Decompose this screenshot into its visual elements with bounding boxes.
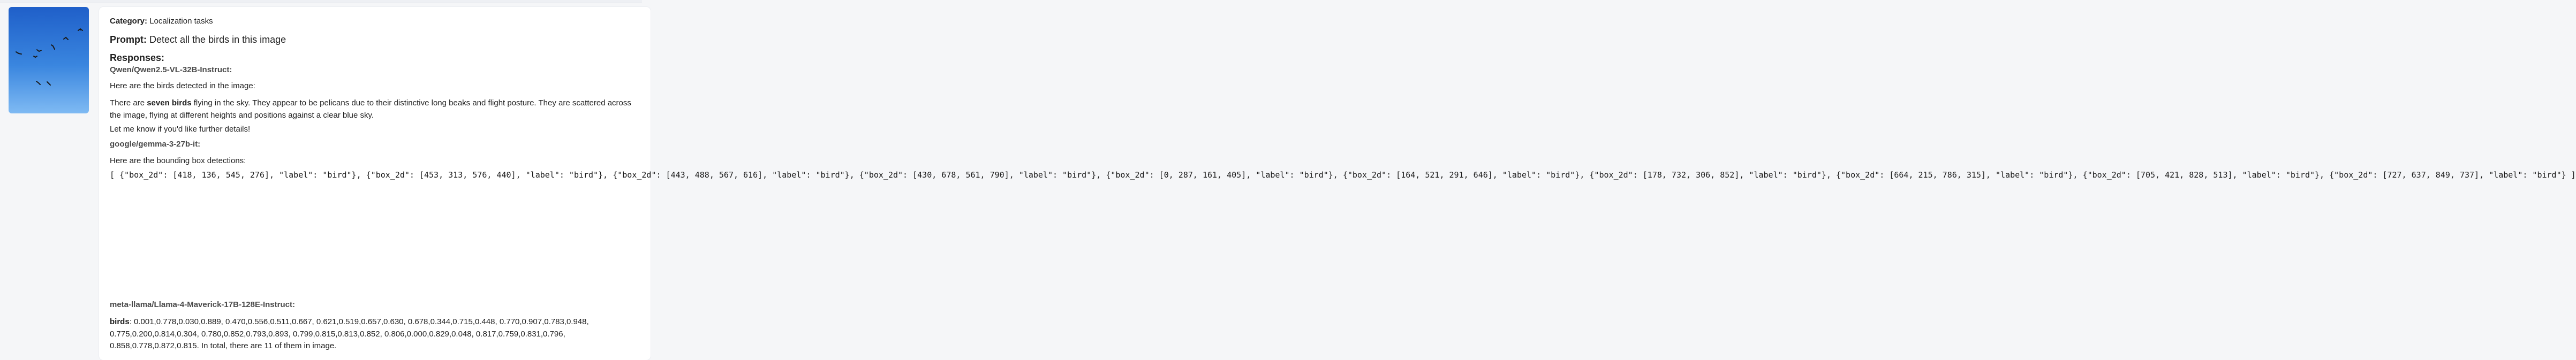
qwen-line-2 xyxy=(110,97,637,121)
model-name-qwen: Qwen/Qwen2.5-VL-32B-Instruct: xyxy=(110,65,232,74)
llama-answer-text: : 0.001,0.778,0.030,0.889, 0.470,0.556,0.511,0.667, 0.621,0.519,0.657,0.630, 0.678,0.344,0.715,0.448, 0.770,0.907,0.783,0.948, 0.775,0.200,0.814,0.304, 0.780,0.852,0.793,0.893, 0.799,0.815,0.813,0.852, 0.806,0.000,0.829,0.048, 0.817,0.759,0.831,0.796, 0.858,0.778,0.872,0.815. In total, there are 11 of them in image. xyxy=(110,317,589,350)
response-panel xyxy=(99,7,2576,360)
category-value: Localization tasks xyxy=(149,17,213,26)
qwen-line-1: Here are the birds detected in the image: xyxy=(110,81,255,90)
responses-heading: Responses: xyxy=(110,52,165,63)
prompt-line xyxy=(110,34,286,45)
qwen-line-2-bold: seven birds xyxy=(147,98,192,108)
qwen-line-2-pre: There are xyxy=(110,98,147,108)
model-name-gemma: google/gemma-3-27b-it: xyxy=(110,140,201,149)
birds-image-thumbnail xyxy=(9,7,89,113)
llama-bold-label: birds xyxy=(110,317,130,326)
qwen-line-2-post: flying in the sky. They appear to be pelicans due to their distinctive long beaks and flight posture. They are scattered across the image, flying at different heights and positions against a clear blue sky. xyxy=(110,98,631,120)
gemma-line-1: Here are the bounding box detections: xyxy=(110,156,246,165)
prompt-label: Prompt: xyxy=(110,34,147,45)
category-label: Category: xyxy=(110,17,148,26)
gemma-code-block: [ {"box_2d": [418, 136, 545, 276], "label": "bird"}, {"box_2d": [453, 313, 576, 440], "label": "bird"}, {"box_2d": [443, 488, 567, 616], "label": "bird"}, {"box_2d": [430, 678, 561, 790], "label": "bird"}, {"box_2d": [0, 287, 161, 405], "label": "bird"}, {"box_2d": [164, 521, 291, 646], "label": "bird"}, {"box_2d": [178, 732, 306, 852], "label": "bird"}, {"box_2d": [664, 215, 786, 315], "label": "bird"}, {"box_2d": [705, 421, 828, 513], "label": "bird"}, {"box_2d": [727, 637, 849, 737], "label": "bird"} ] xyxy=(110,170,2576,180)
top-border xyxy=(0,0,642,3)
qwen-line-3: Let me know if you'd like further details! xyxy=(110,125,251,134)
llama-answer xyxy=(110,316,637,353)
model-name-llama: meta-llama/Llama-4-Maverick-17B-128E-Instruct: xyxy=(110,300,295,309)
birds-silhouettes xyxy=(9,7,89,113)
category-line xyxy=(110,17,213,26)
prompt-value: Detect all the birds in this image xyxy=(149,34,286,45)
